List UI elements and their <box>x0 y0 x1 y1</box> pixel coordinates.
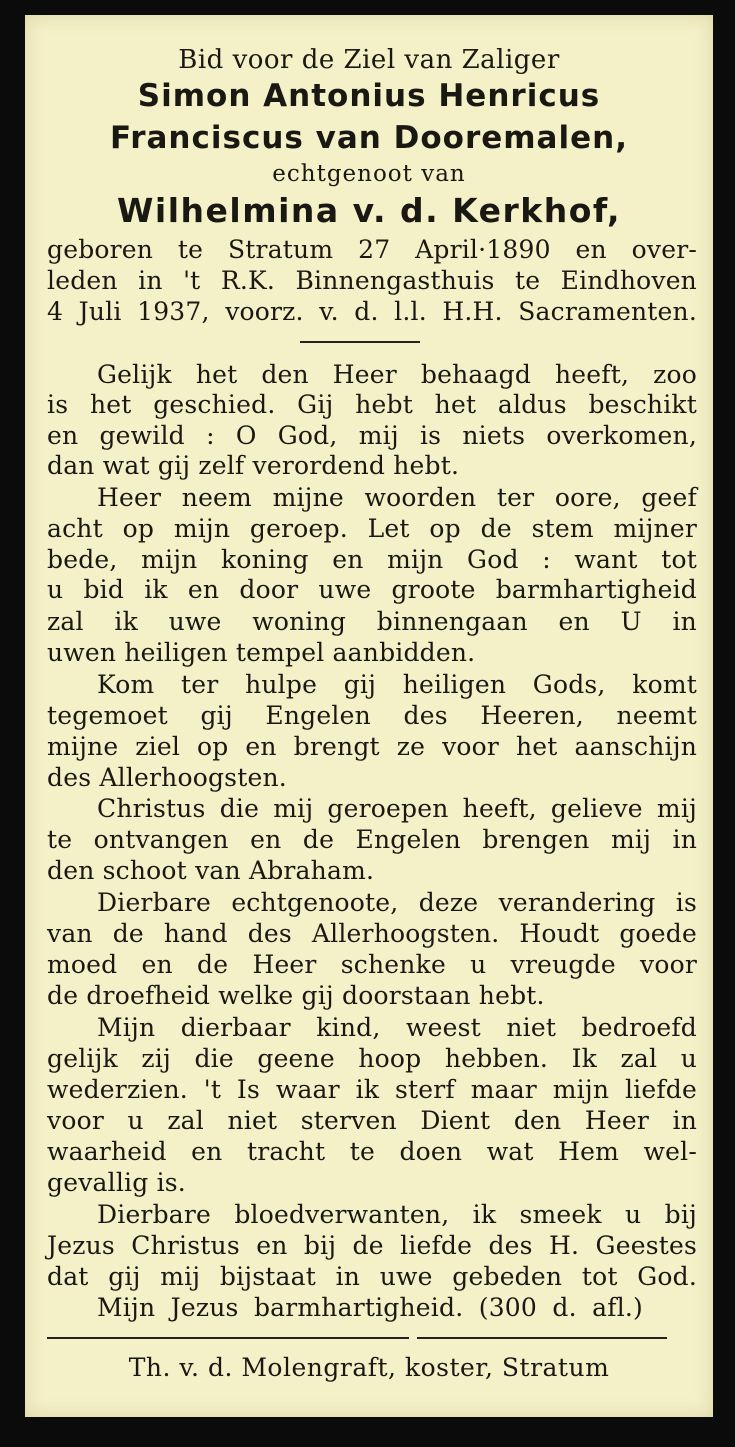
divider-short <box>300 341 420 343</box>
text-line: Mijn dierbaar kind, weest niet bedroefd <box>97 1013 697 1042</box>
text-line: wederzien. 't Is waar ik sterf maar mijn liefde <box>47 1075 697 1104</box>
text-line: Mijn Jezus barmhartigheid. (300 d. afl.) <box>97 1293 643 1322</box>
text-line: tegemoet gij Engelen des Heeren, neemt <box>47 701 697 730</box>
text-line: uwen heiligen tempel aanbidden. <box>47 638 476 667</box>
spouse-intro: echtgenoot van <box>272 161 466 187</box>
text-line: waarheid en tracht te doen wat Hem wel- <box>47 1137 697 1166</box>
text-line: dan wat gij zelf verordend hebt. <box>47 451 460 480</box>
deceased-name-line2: Franciscus van Dooremalen, <box>110 120 628 156</box>
details-line: leden in 't R.K. Binnengasthuis te Eindhoven <box>47 266 697 295</box>
text-line: gelijk zij die geene hoop hebben. Ik zal u <box>47 1044 697 1073</box>
text-line: Dierbare bloedverwanten, ik smeek u bij <box>97 1200 697 1229</box>
text-line: voor u zal niet sterven Dient den Heer in <box>47 1106 697 1135</box>
text-line: gevallig is. <box>47 1168 186 1197</box>
divider-left <box>47 1337 409 1339</box>
text-line: van de hand des Allerhoogsten. Houdt goede <box>47 919 697 948</box>
text-line: des Allerhoogsten. <box>47 763 287 792</box>
text-line: Heer neem mijne woorden ter oore, geef <box>97 483 697 512</box>
divider-right <box>417 1337 667 1339</box>
text-line: acht op mijn geroep. Let op de stem mijner <box>47 514 697 543</box>
memorial-card <box>25 15 713 1417</box>
spouse-name: Wilhelmina v. d. Kerkhof, <box>117 191 621 230</box>
details-line: 4 Juli 1937, voorz. v. d. l.l. H.H. Sacramenten. <box>47 297 697 326</box>
text-line: Kom ter hulpe gij heiligen Gods, komt <box>97 670 697 699</box>
text-line: mijne ziel op en brengt ze voor het aanschijn <box>47 732 697 761</box>
text-line: en gewild : O God, mij is niets overkomen, <box>47 421 697 450</box>
text-line: dat gij mij bijstaat in uwe gebeden tot God. <box>47 1262 697 1291</box>
text-line: Dierbare echtgenoote, deze verandering is <box>97 888 697 917</box>
text-line: zal ik uwe woning binnengaan en U in <box>47 607 697 636</box>
text-line: te ontvangen en de Engelen brengen mij in <box>47 825 697 854</box>
prayer-heading: Bid voor de Ziel van Zaliger <box>178 45 560 75</box>
text-line: Gelijk het den Heer behaagd heeft, zoo <box>97 360 697 389</box>
details-line: geboren te Stratum 27 April·1890 en over- <box>47 235 697 264</box>
text-line: moed en de Heer schenke u vreugde voor <box>47 950 697 979</box>
text-line: de droefheid welke gij doorstaan hebt. <box>47 981 545 1010</box>
deceased-name-line1: Simon Antonius Henricus <box>137 78 601 114</box>
text-line: u bid ik en door uwe groote barmhartigheid <box>47 575 697 604</box>
text-line: Christus die mij geroepen heeft, gelieve mij <box>97 794 697 823</box>
text-line: is het geschied. Gij hebt het aldus beschikt <box>47 390 697 419</box>
printer-imprint: Th. v. d. Molengraft, koster, Stratum <box>128 1353 610 1382</box>
text-line: den schoot van Abraham. <box>47 856 375 885</box>
text-line: Jezus Christus en bij de liefde des H. Geestes <box>47 1231 697 1260</box>
text-line: bede, mijn koning en mijn God : want tot <box>47 545 697 574</box>
